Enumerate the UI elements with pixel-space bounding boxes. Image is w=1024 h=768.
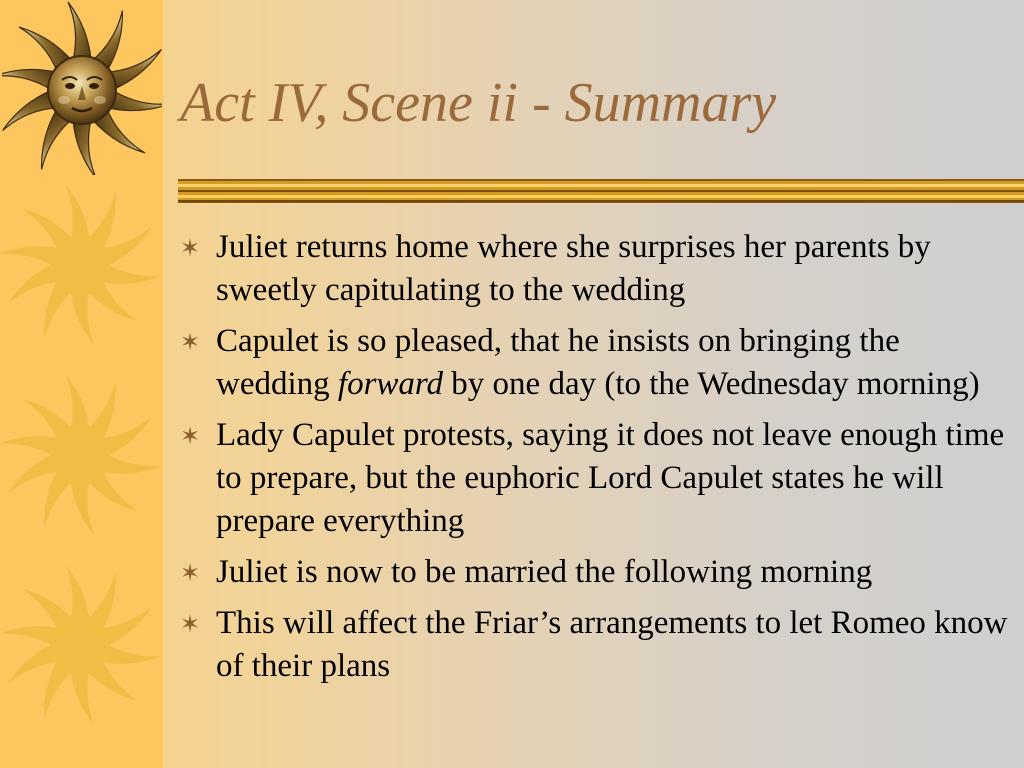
bullet-text: by one day (to the Wednesday morning)	[443, 366, 980, 402]
bullet-item	[180, 226, 1016, 312]
bullet-item	[180, 551, 1016, 594]
sun-icon	[0, 180, 165, 350]
bullet-item	[180, 320, 1016, 406]
bullet-text: Juliet is now to be married the following morning	[216, 554, 873, 590]
slide-title: Act IV, Scene ii - Summary	[180, 72, 777, 134]
bullet-text: Juliet returns home where she surprises her parents by sweetly capitulating to the wedding	[216, 229, 931, 308]
sun-face-icon	[2, 0, 162, 175]
bullet-text: This will affect the Friar’s arrangements to let Romeo know of their plans	[216, 605, 1008, 684]
star-bullet-icon: ✶	[180, 559, 201, 587]
star-bullet-icon: ✶	[180, 610, 201, 638]
bullet-item	[180, 602, 1016, 688]
sun-icon	[0, 370, 165, 540]
left-decorative-band	[0, 0, 163, 768]
bullet-text: Lady Capulet protests, saying it does not leave enough time to prepare, but the euphoric Lord Capulet states he will prepare everything	[216, 417, 1005, 539]
bullet-text: Capulet is so pleased, that he insists on bringing the wedding	[216, 323, 900, 402]
star-bullet-icon: ✶	[180, 422, 201, 450]
bullet-item	[180, 414, 1016, 543]
sun-icon	[0, 560, 165, 730]
star-bullet-icon: ✶	[180, 234, 201, 262]
star-bullet-icon: ✶	[180, 328, 201, 356]
bullet-emphasis: forward	[337, 366, 444, 402]
title-divider	[178, 179, 1024, 203]
bullet-list	[180, 226, 1016, 696]
